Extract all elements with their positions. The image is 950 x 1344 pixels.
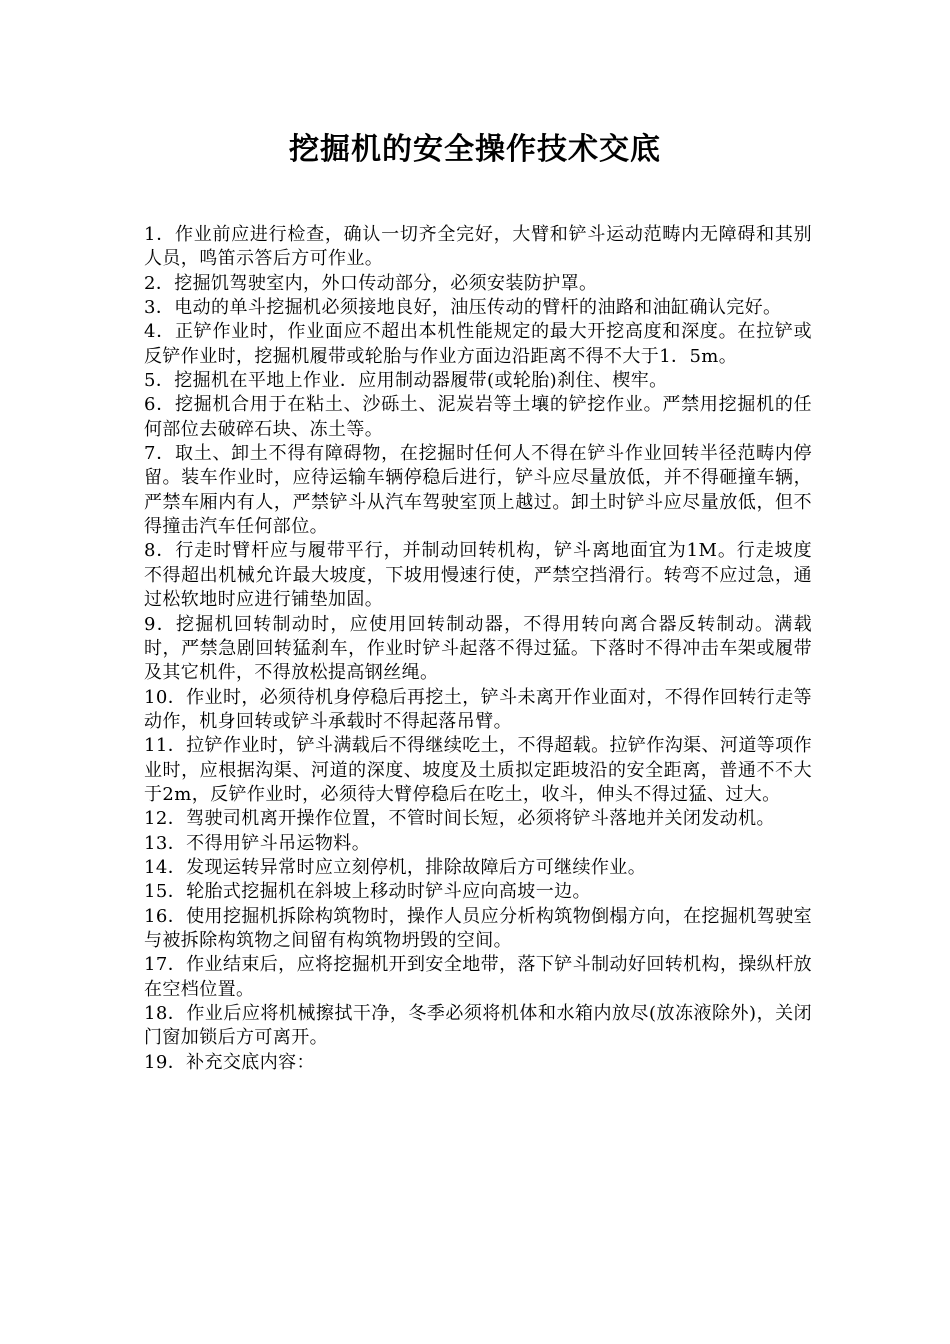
clause-15: 15．轮胎式挖掘机在斜坡上移动时铲斗应向高坡一边。: [144, 881, 591, 903]
clause-13: 13．不得用铲斗吊运物料。: [144, 832, 371, 854]
clause-16: 16．使用挖掘机拆除构筑物时，操作人员应分析构筑物倒榻方向，在挖掘机驾驶室与被拆除构筑物之间留有构筑物坍毁的空间。: [144, 905, 812, 951]
clause-4: 4．正铲作业时，作业面应不超出本机性能规定的最大开挖高度和深度。在拉铲或反铲作业时，挖掘机履带或轮胎与作业方面边沿距离不得不大于1．5m。: [144, 321, 812, 367]
clause-18: 18．作业后应将机械擦拭干净，冬季必须将机体和水箱内放尽(放冻液除外)，关闭门窗加锁后方可离开。: [144, 1003, 812, 1049]
clause-12: 12．驾驶司机离开操作位置，不管时间长短，必须将铲斗落地并关闭发动机。: [144, 808, 775, 830]
clause-14: 14．发现运转异常时应立刻停机，排除故障后方可继续作业。: [144, 856, 647, 878]
document-title: 挖掘机的安全操作技术交底: [289, 132, 661, 167]
clause-1: 1．作业前应进行检查，确认一切齐全完好，大臂和铲斗运动范畴内无障碍和其别人员，鸣笛示答后方可作业。: [144, 224, 812, 270]
clause-6: 6．挖掘机合用于在粘土、沙砾土、泥炭岩等土壤的铲挖作业。严禁用挖掘机的任何部位去破碎石块、冻土等。: [144, 394, 812, 440]
clause-10: 10．作业时，必须待机身停稳后再挖土，铲斗未离开作业面对，不得作回转行走等动作，机身回转或铲斗承载时不得起落吊臂。: [144, 686, 812, 732]
clause-9: 9．挖掘机回转制动时，应使用回转制动器，不得用转向离合器反转制动。满载时，严禁急剧回转猛刹车，作业时铲斗起落不得过猛。下落时不得冲击车架或履带及其它机件，不得放松提高钢丝绳。: [144, 613, 812, 684]
clause-5: 5．挖掘机在平地上作业．应用制动器履带(或轮胎)刹住、楔牢。: [144, 370, 668, 392]
clause-19: 19．补充交底内容：: [144, 1051, 315, 1073]
clause-list: [144, 223, 812, 1075]
clause-8: 8．行走时臂杆应与履带平行，并制动回转机构，铲斗离地面宜为1M。行走坡度不得超出机械允许最大坡度，下坡用慢速行使，严禁空挡滑行。转弯不应过急，通过松软地时应进行铺垫加固。: [144, 540, 812, 611]
clause-7: 7．取土、卸土不得有障碍物，在挖掘时任何人不得在铲斗作业回转半径范畴内停留。装车作业时，应待运输车辆停稳后进行，铲斗应尽量放低，并不得砸撞车辆，严禁车厢内有人，严禁铲斗从汽车驾驶室顶上越过。卸土时铲斗应尽量放低，但不得撞击汽车任何部位。: [144, 443, 812, 538]
clause-17: 17．作业结束后，应将挖掘机开到安全地带，落下铲斗制动好回转机构，操纵杆放在空档位置。: [144, 954, 812, 1000]
clause-2: 2．挖掘饥驾驶室内，外口传动部分，必须安装防护罩。: [144, 272, 598, 294]
clause-3: 3．电动的单斗挖掘机必须接地良好，油压传动的臂杆的油路和油缸确认完好。: [144, 297, 782, 319]
clause-11: 11．拉铲作业时，铲斗满载后不得继续吃土，不得超载。拉铲作沟渠、河道等项作业时，应根据沟渠、河道的深度、坡度及土质拟定距坡沿的安全距离，普通不不大于2m，反铲作业时，必须待大臂停稳后在吃土，收斗，伸头不得过猛、过大。: [144, 735, 812, 805]
